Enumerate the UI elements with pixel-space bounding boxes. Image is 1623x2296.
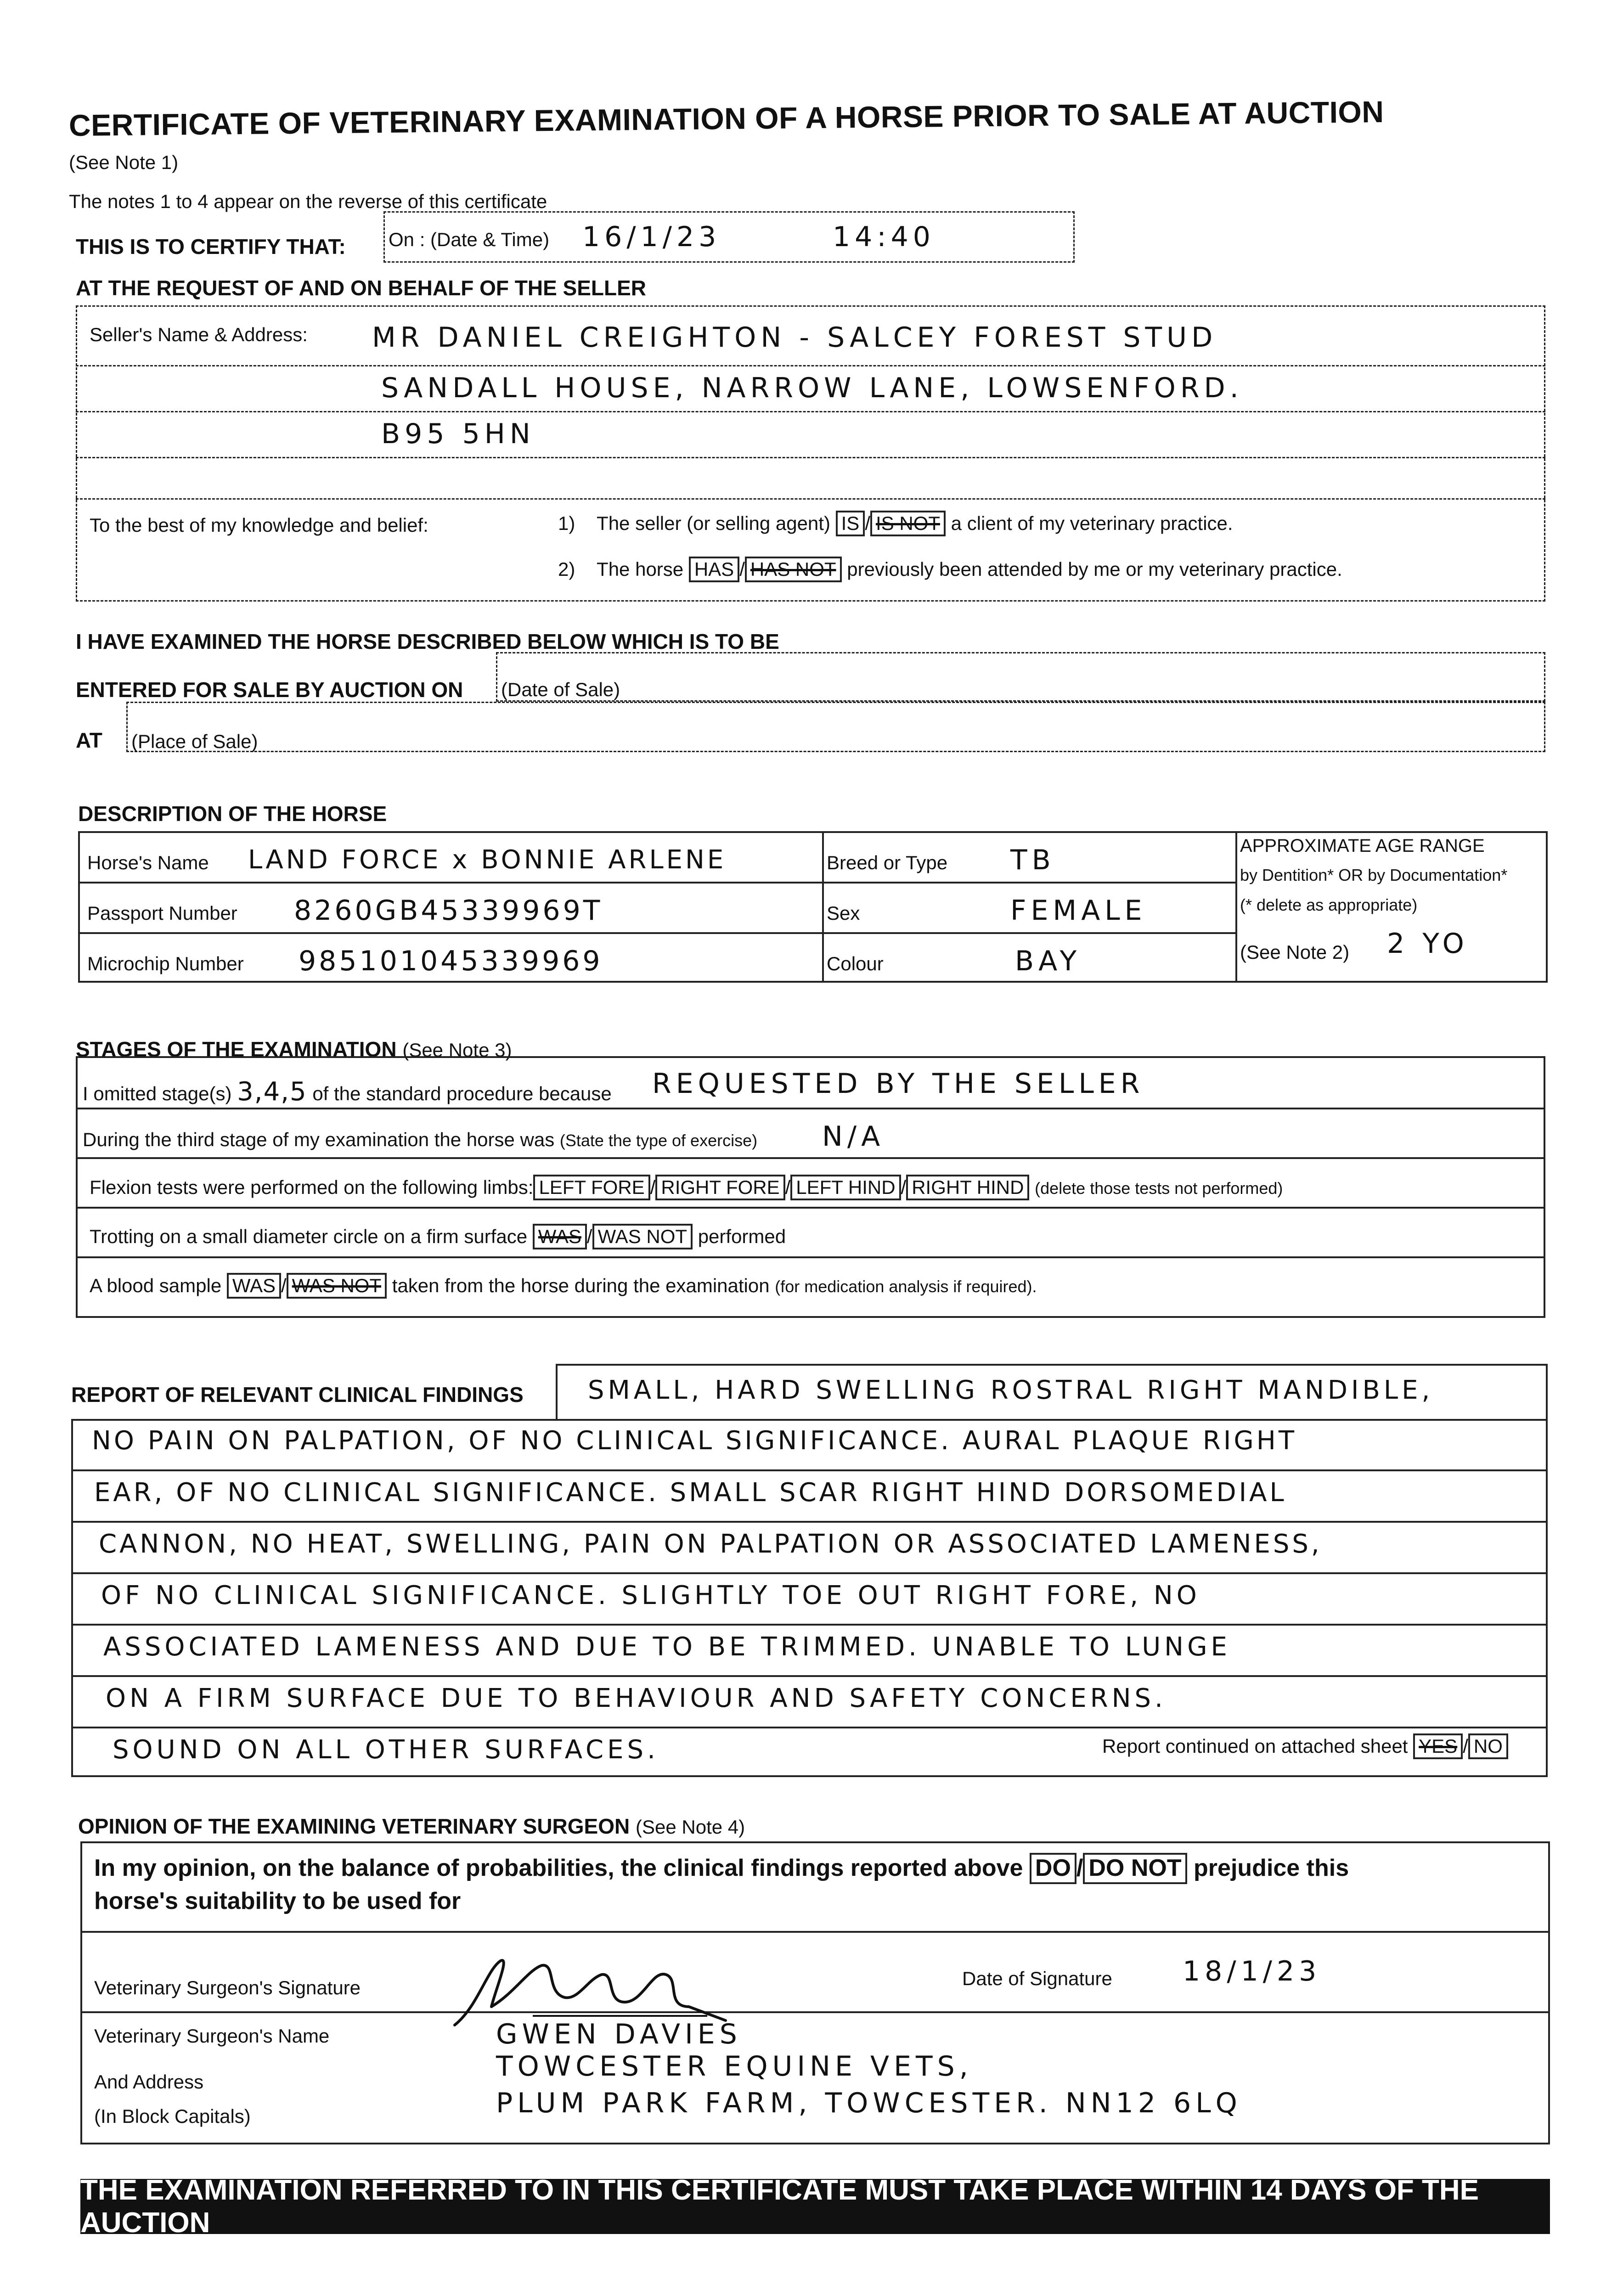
- report-line-8[interactable]: SOUND ON ALL OTHER SURFACES.: [113, 1735, 659, 1765]
- seller-line-1[interactable]: MR DANIEL CREIGHTON - SALCEY FOREST STUD: [372, 321, 1217, 354]
- report-line-7[interactable]: ON A FIRM SURFACE DUE TO BEHAVIOUR AND SAFETY CONCERNS.: [106, 1683, 1167, 1713]
- colour-value[interactable]: BAY: [1015, 945, 1082, 977]
- report-continued-row: Report continued on attached sheet YES / NO: [1102, 1733, 1508, 1759]
- horse-has-option[interactable]: HAS: [689, 557, 739, 582]
- examined-line-1: I HAVE EXAMINED THE HORSE DESCRIBED BELOW WHICH IS TO BE: [76, 630, 779, 653]
- blood-was-option[interactable]: WAS: [227, 1273, 281, 1299]
- report-heading: REPORT OF RELEVANT CLINICAL FINDINGS: [71, 1383, 524, 1407]
- place-of-sale-label: (Place of Sale): [131, 731, 258, 752]
- certify-label: THIS IS TO CERTIFY THAT:: [76, 235, 346, 259]
- knowledge-item-2: 2) The horse HAS / HAS NOT previously been attended by me or my veterinary practice.: [558, 557, 1342, 582]
- sale-date-box[interactable]: [496, 652, 1545, 702]
- vet-address-label-2: (In Block Capitals): [94, 2105, 251, 2127]
- horse-name-label: Horse's Name: [87, 852, 209, 873]
- sex-label: Sex: [827, 902, 860, 924]
- seller-is-not-option[interactable]: IS NOT: [870, 511, 946, 536]
- passport-label: Passport Number: [87, 902, 237, 924]
- microchip-label: Microchip Number: [87, 953, 244, 974]
- opinion-do-not-option[interactable]: DO NOT: [1083, 1853, 1187, 1884]
- on-date-time-label: On : (Date & Time): [389, 229, 550, 250]
- report-line-3[interactable]: EAR, OF NO CLINICAL SIGNIFICANCE. SMALL SCAR RIGHT HIND DORSOMEDIAL: [94, 1478, 1287, 1508]
- certificate-title: CERTIFICATE OF VETERINARY EXAMINATION OF A HORSE PRIOR TO SALE AT AUCTION: [68, 95, 1384, 142]
- opinion-heading: OPINION OF THE EXAMINING VETERINARY SURGEON (See Note 4): [78, 1814, 745, 1838]
- omitted-stages-value[interactable]: 3,4,5: [237, 1077, 307, 1107]
- footer-banner: THE EXAMINATION REFERRED TO IN THIS CERTIFICATE MUST TAKE PLACE WITHIN 14 DAYS OF THE AUCTION: [80, 2179, 1550, 2234]
- omitted-reason-value[interactable]: REQUESTED BY THE SELLER: [652, 1068, 1144, 1100]
- vet-name-label: Veterinary Surgeon's Name: [94, 2025, 330, 2047]
- examined-line-2: ENTERED FOR SALE BY AUCTION ON: [76, 678, 463, 702]
- vet-address-line-1[interactable]: TOWCESTER EQUINE VETS,: [496, 2050, 973, 2082]
- third-stage-row: During the third stage of my examination the horse was (State the type of exercise): [83, 1129, 758, 1150]
- age-delete-note: (* delete as appropriate): [1240, 895, 1418, 914]
- seller-is-option[interactable]: IS: [836, 511, 865, 536]
- third-stage-value[interactable]: N/A: [822, 1120, 885, 1153]
- age-see-note: (See Note 2): [1240, 941, 1350, 963]
- request-heading: AT THE REQUEST OF AND ON BEHALF OF THE SELLER: [76, 276, 646, 300]
- breed-label: Breed or Type: [827, 852, 948, 873]
- vet-address-line-2[interactable]: PLUM PARK FARM, TOWCESTER. NN12 6LQ: [496, 2087, 1242, 2119]
- notes-line: The notes 1 to 4 appear on the reverse of this certificate: [69, 191, 547, 212]
- continued-no-option[interactable]: NO: [1468, 1733, 1508, 1759]
- blood-row: A blood sample WAS / WAS NOT taken from the horse during the examination (for medication analysis if required).: [90, 1273, 1037, 1299]
- sex-value[interactable]: FEMALE: [1010, 895, 1147, 927]
- blood-was-not-option[interactable]: WAS NOT: [287, 1273, 387, 1299]
- flexion-left-fore[interactable]: LEFT FORE: [533, 1175, 650, 1200]
- flexion-row: Flexion tests were performed on the following limbs: LEFT FORE / RIGHT FORE / LEFT HIND / RIGHT HIND (delete those tests not performed): [90, 1175, 1283, 1200]
- seller-label: Seller's Name & Address:: [90, 324, 308, 345]
- at-label: AT: [76, 728, 102, 752]
- seller-line-2[interactable]: SANDALL HOUSE, NARROW LANE, LOWSENFORD.: [381, 372, 1243, 404]
- report-line-6[interactable]: ASSOCIATED LAMENESS AND DUE TO BE TRIMMED. UNABLE TO LUNGE: [103, 1632, 1231, 1662]
- passport-value[interactable]: 8260GB45339969T: [294, 895, 603, 927]
- description-heading: DESCRIPTION OF THE HORSE: [78, 802, 387, 826]
- certify-date-value: 16/1/23: [582, 221, 721, 253]
- colour-label: Colour: [827, 953, 884, 974]
- flexion-right-hind[interactable]: RIGHT HIND: [906, 1175, 1029, 1200]
- vet-address-label-1: And Address: [94, 2071, 204, 2093]
- microchip-value[interactable]: 985101045339969: [299, 945, 603, 977]
- age-heading: APPROXIMATE AGE RANGE: [1240, 836, 1485, 856]
- sale-place-box[interactable]: [126, 702, 1545, 752]
- seller-line-3[interactable]: B95 5HN: [381, 418, 535, 450]
- certify-time-value: 14:40: [833, 221, 935, 253]
- opinion-do-option[interactable]: DO: [1030, 1853, 1076, 1884]
- opinion-text-line-1: In my opinion, on the balance of probabilities, the clinical findings reported above DO / DO NOT prejudice this: [94, 1853, 1349, 1884]
- certify-date-box[interactable]: [383, 211, 1075, 263]
- report-line-4[interactable]: CANNON, NO HEAT, SWELLING, PAIN ON PALPATION OR ASSOCIATED LAMENESS,: [99, 1529, 1322, 1559]
- omitted-stages-row: I omitted stage(s) 3,4,5 of the standard procedure because: [83, 1077, 612, 1107]
- flexion-right-fore[interactable]: RIGHT FORE: [655, 1175, 785, 1200]
- trot-was-option[interactable]: WAS: [533, 1224, 587, 1249]
- knowledge-item-1: 1) The seller (or selling agent) IS / IS NOT a client of my veterinary practice.: [558, 511, 1233, 536]
- trot-row: Trotting on a small diameter circle on a firm surface WAS / WAS NOT performed: [90, 1224, 786, 1249]
- horse-name-value[interactable]: LAND FORCE x BONNIE ARLENE: [248, 845, 727, 875]
- date-of-signature-value[interactable]: 18/1/23: [1183, 1955, 1321, 1987]
- report-line-2[interactable]: NO PAIN ON PALPATION, OF NO CLINICAL SIGNIFICANCE. AURAL PLAQUE RIGHT: [92, 1426, 1297, 1456]
- stages-heading: STAGES OF THE EXAMINATION (See Note 3): [76, 1037, 512, 1061]
- age-value[interactable]: 2 YO: [1387, 928, 1469, 960]
- report-line-5[interactable]: OF NO CLINICAL SIGNIFICANCE. SLIGHTLY TOE OUT RIGHT FORE, NO: [101, 1581, 1200, 1610]
- trot-was-not-option[interactable]: WAS NOT: [592, 1224, 693, 1249]
- horse-has-not-option[interactable]: HAS NOT: [745, 557, 842, 582]
- report-line-1[interactable]: SMALL, HARD SWELLING ROSTRAL RIGHT MANDIBLE,: [588, 1375, 1434, 1405]
- date-of-sale-label: (Date of Sale): [501, 679, 620, 700]
- signature-label: Veterinary Surgeon's Signature: [94, 1977, 361, 1998]
- vet-name-value[interactable]: GWEN DAVIES: [496, 2018, 742, 2050]
- knowledge-label: To the best of my knowledge and belief:: [90, 514, 428, 536]
- flexion-left-hind[interactable]: LEFT HIND: [790, 1175, 901, 1200]
- see-note-1: (See Note 1): [69, 152, 179, 173]
- date-of-signature-label: Date of Signature: [962, 1968, 1112, 1989]
- opinion-text-line-2: horse's suitability to be used for: [94, 1888, 461, 1914]
- continued-yes-option[interactable]: YES: [1413, 1733, 1463, 1759]
- age-by-dentition: by Dentition* OR by Documentation*: [1240, 866, 1508, 884]
- breed-value[interactable]: TB: [1010, 844, 1055, 876]
